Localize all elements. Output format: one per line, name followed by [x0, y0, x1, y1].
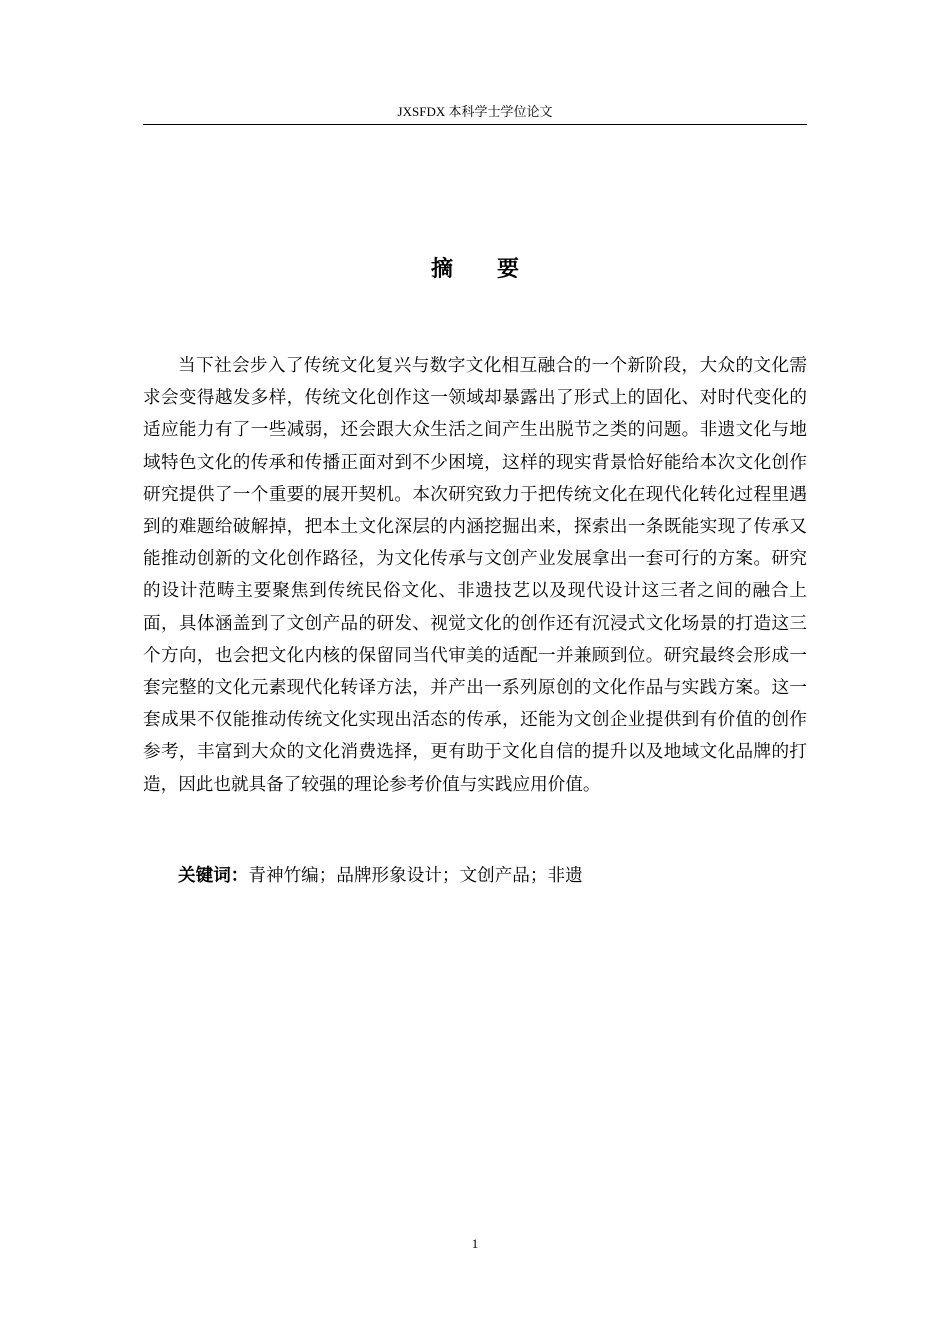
running-header: JXSFDX 本科学士学位论文	[397, 104, 553, 119]
keywords-value: 青神竹编；品牌形象设计；文创产品；非遗	[248, 866, 583, 886]
header-rule	[143, 124, 807, 125]
keywords-line	[178, 862, 807, 890]
abstract-body: 当下社会步入了传统文化复兴与数字文化相互融合的一个新阶段，大众的文化需求会变得越发多样，传统文化创作这一领域却暴露出了形式上的固化、对时代变化的适应能力有了一些减弱，还会跟大众生活之间产生出脱节之类的问题。非遗文化与地域特色文化的传承和传播正面对到不少困境，这样的现实背景恰好能给本次文化创作研究提供了一个重要的展开契机。本次研究致力于把传统文化在现代化转化过程里遇到的难题给破解掉，把本土文化深层的内涵挖掘出来，探索出一条既能实现了传承又能推动创新的文化创作路径，为文化传承与文创产业发展拿出一套可行的方案。研究的设计范畴主要聚焦到传统民俗文化、非遗技艺以及现代设计这三者之间的融合上面，具体涵盖到了文创产品的研发、视觉文化的创作还有沉浸式文化场景的打造这三个方向，也会把文化内核的保留同当代审美的适配一并兼顾到位。研究最终会形成一套完整的文化元素现代化转译方法，并产出一系列原创的文化作品与实践方案。这一套成果不仅能推动传统文化实现出活态的传承，还能为文创企业提供到有价值的创作参考，丰富到大众的文化消费选择，更有助于文化自信的提升以及地域文化品牌的打造，因此也就具备了较强的理论参考价值与实践应用价值。	[143, 356, 807, 795]
keywords-label: 关键词：	[178, 866, 249, 886]
abstract-title: 摘 要	[430, 257, 519, 282]
page-number: 1	[471, 1236, 479, 1251]
